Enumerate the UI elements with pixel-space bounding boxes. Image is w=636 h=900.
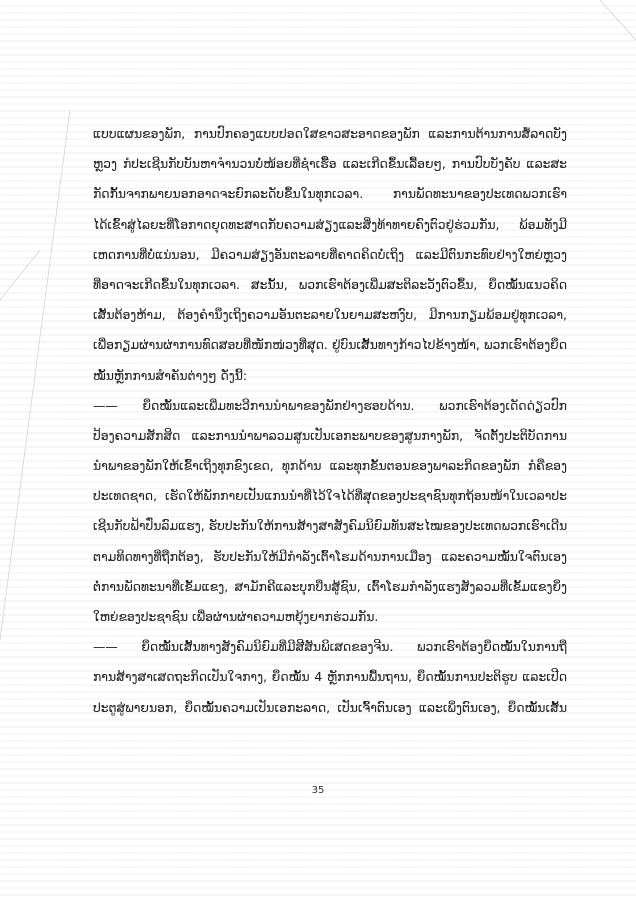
text-line: ໃຫຍ່ຂອງປະຊາຊົນ ເພື່ອຜ່ານຜ່າຄວາມຫຍຸ້ງຍາກຮ່ວມກັນ.	[93, 609, 379, 624]
text-line: ເສັ້ນຕ້ອງຫ້າມ, ຕ້ອງຄຳນຶງເຖິງຄວາມອັນຕະລາຍໃນຍາມສະຫງົບ, ມີການກຽມພ້ອມຢູ່ທຸກເວລາ,	[93, 307, 567, 323]
text-line: ປະຕູສູ່ພາຍນອກ, ຍຶດໝັ້ນຄວາມເປັນເອກະລາດ, ເປັນເຈົ້າຕົນເອງ ແລະເພິ່ງຕົນເອງ, ຍຶດໝັ້ນເສັ້ນ	[93, 699, 567, 715]
background-diagonal	[0, 250, 40, 300]
text-line: ໄດ້ເຂົ້າສູ່ໄລຍະທີ່ໂອກາດຍຸດທະສາດກັບຄວາມສ່ຽງແລະສິ່ງທ້າທາຍຄົງຕົວຢູ່ຮ່ວມກັນ, ພ້ອມທັງມີ	[93, 216, 567, 232]
text-line: ນຳພາຂອງພັກໃຫ້ເຂົ້າເຖິງທຸກຂົງເຂດ, ທຸກດ້ານ ແລະທຸກຂັ້ນຕອນຂອງພາລະກິດຂອງພັກ ກໍຄືຂອງ	[93, 458, 567, 474]
text-line: ແບບແຜນຂອງພັກ, ການປົກຄອງແບບປອດໃສຂາວສະອາດຂອງພັກ ແລະການຕ້ານການສໍ້ລາດບັງ	[93, 126, 567, 141]
text-line: ປະເທດຊາດ, ເຮັດໃຫ້ພັກກາຍເປັນແກນນຳທີ່ໄວ້ໃຈໄດ້ທີ່ສຸດຂອງປະຊາຊົນທຸກຖ້ອນໜ້າໃນເວລາປະ	[93, 488, 567, 504]
text-line: ປ້ອງຄວາມສັກສິດ ແລະການນຳພາລວມສູນເປັນເອກະພາບຂອງສູນກາງພັກ, ຈັດຕັ້ງປະຕິບັດການ	[93, 427, 567, 443]
text-line: ໝັ້ນຫຼັກການສຳຄັນຕ່າງໆ ດັ່ງນີ້:	[93, 367, 248, 383]
text-line: ເຫດການທີ່ບໍ່ແນ່ນອນ, ມີຄວາມສ່ຽງອັນຕະລາຍທີ່ຄາດຄິດບໍ່ເຖິງ ແລະມີຕົນກະທົບຢ່າງໃຫຍ່ຫຼວງ	[93, 246, 567, 262]
text-line: ຕາມທິດທາງທີ່ຖືກຕ້ອງ, ຮັບປະກັນໃຫ້ມີກຳລັງເຕົ້າໂຮມດ້ານການເມືອງ ແລະຄວາມໝັ້ນໃຈຕົນເອງ	[93, 548, 567, 564]
body-text	[93, 119, 567, 723]
text-line: ກັດກັ້ນຈາກພາຍນອກອາດຈະຍົກລະດັບຂຶ້ນໃນທຸກເວລາ. ການພັດທະນາຂອງປະເທດພວກເຮົາ	[93, 186, 567, 202]
text-line: ຫຼວງ ກໍປະເຊີນກັບບັນຫາຈຳນວນບໍ່ໜ້ອຍທີ່ຊຳເຮື້ອ ແລະເກີດຂຶ້ນເລື້ອຍໆ, ການປົບບັງຄັບ ແລະສະ	[93, 156, 567, 172]
background-diagonal	[0, 110, 70, 640]
text-line: —— ຍຶດໝັ້ນເສັ້ນທາງສັງຄົມນິຍົມທີ່ມີສີສັນພິເສດຂອງຈີນ. ພວກເຮົາຕ້ອງຍຶດໝັ້ນໃນການຖື	[93, 639, 567, 655]
background-diagonal	[600, 0, 636, 40]
page-number: 35	[311, 785, 325, 796]
text-line: ທີ່ອາດຈະເກີດຂຶ້ນໃນທຸກເວລາ. ສະນັ້ນ, ພວກເຮົາຕ້ອງເພີ່ມສະຕິລະວັງຕົວຂຶ້ນ, ຍຶດໝັ້ນແນວຄິດ	[93, 276, 567, 292]
text-line: ຕໍ່ການພັດທະນາທີ່ເຂັ້ມແຂງ, ສາມັກຄີແລະບຸກບືນສູ້ຊົນ, ເຕົ້າໂຮມກຳລັງແຮງສັງລວມທີ່ເຂັ້ມແຂງຍິ່ງ	[93, 578, 567, 594]
text-line: ເຊີນກັບຟ້າປົ່ນລົມແຮງ, ຮັບປະກັນໃຫ້ການສ້າງສາສັງຄົມນິຍົມທັນສະໄໝຂອງປະເທດພວກເຮົາເດີນ	[93, 518, 567, 534]
text-line: ການສ້າງສາເສດຖະກິດເປັນໃຈກາງ, ຍຶດໝັ້ນ 4 ຫຼັກການພື້ນຖານ, ຍຶດໝັ້ນການປະຕິຮູບ ແລະເປີດ	[93, 669, 567, 685]
text-line: —— ຍຶດໝັ້ນແລະເພີ່ມທະວີການນຳພາຂອງພັກຢ່າງຮອບດ້ານ. ພວກເຮົາຕ້ອງເດັດດ່ຽວປົກ	[93, 397, 567, 413]
text-line: ເພື່ອກຽມຜ່ານຜ່າການທົດສອບທີ່ໜັກໜ່ວງທີ່ສຸດ. ຢູ່ບົນເສັ້ນທາງກ້າວໄປຂ້າງໜ້າ, ພວກເຮົາຕ້ອງຍຶດ	[93, 337, 567, 353]
